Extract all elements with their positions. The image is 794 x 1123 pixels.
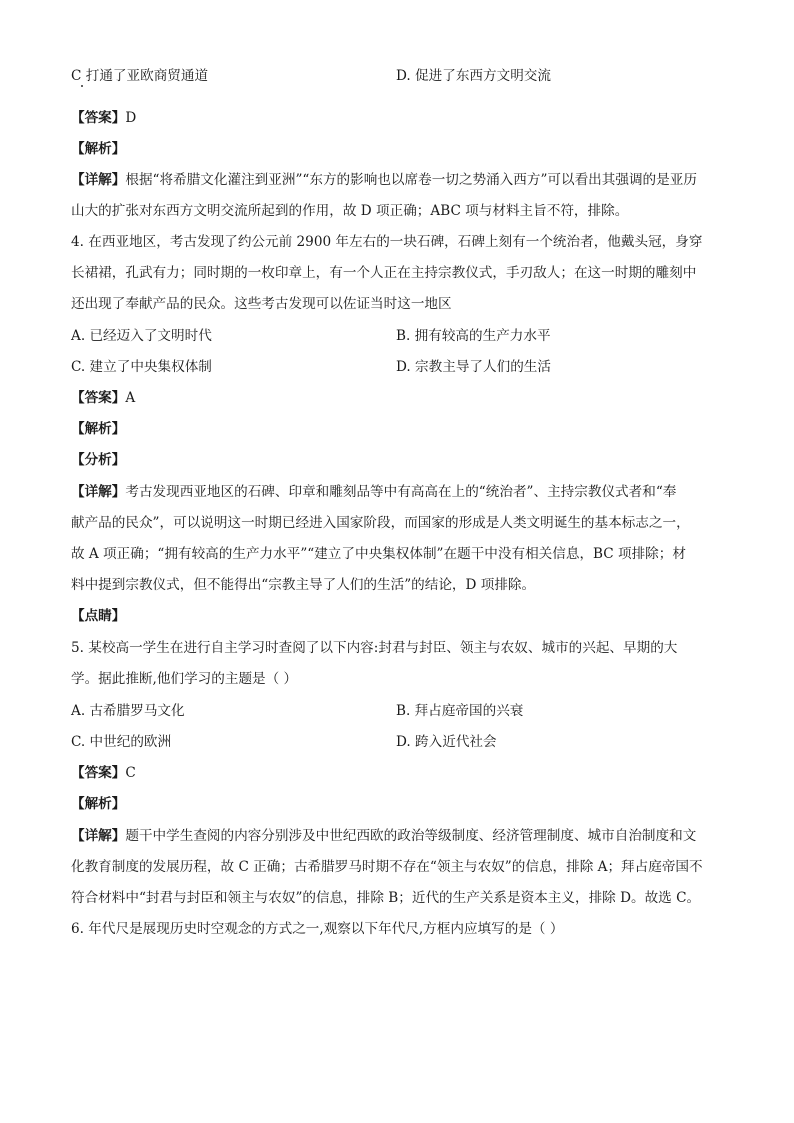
q3-answer bbox=[71, 108, 136, 128]
q3-analysis-heading bbox=[71, 139, 125, 159]
detail-tag: 【详解】 bbox=[71, 828, 126, 844]
q5-stem-line-1: 5. 某校高一学生在进行自主学习时查阅了以下内容:封君与封臣、领主与农奴、城市的兴起、早期的大 bbox=[71, 640, 678, 656]
q5-option-c: C. 中世纪的欧洲 bbox=[71, 734, 172, 750]
answer-value: A bbox=[125, 390, 136, 406]
detail-text: 题干中学生查阅的内容分别涉及中世纪西欧的政治等级制度、经济管理制度、城市自治制度和文 bbox=[125, 828, 697, 844]
q4-comment-heading bbox=[71, 606, 125, 626]
analyze-tag: 【分析】 bbox=[71, 452, 126, 468]
q4-answer bbox=[71, 388, 135, 408]
answer-tag: 【答案】 bbox=[71, 765, 126, 781]
q5-stem-line-2: 学。据此推断,他们学习的主题是（ ） bbox=[71, 671, 298, 687]
q5-analysis-heading bbox=[71, 794, 125, 814]
q5-detail-line-2: 化教育制度的发展历程，故 C 正确；古希腊罗马时期不存在“领主与农奴”的信息，排除 A；拜占庭帝国不 bbox=[71, 859, 703, 875]
q5-option-a: A. 古希腊罗马文化 bbox=[71, 703, 185, 719]
q4-option-d: D. 宗教主导了人们的生活 bbox=[396, 359, 551, 375]
detail-text: 根据“将希腊文化灌注到亚洲”“东方的影响也以席卷一切之势涌入西方”可以看出其强调的是亚历 bbox=[125, 172, 697, 188]
detail-text: 考古发现西亚地区的石碑、印章和雕刻品等中有高高在上的“统治者”、主持宗教仪式者和“奉 bbox=[125, 484, 677, 500]
q4-analyze-heading bbox=[71, 450, 125, 470]
q4-option-c: C. 建立了中央集权体制 bbox=[71, 359, 212, 375]
answer-value: C bbox=[125, 765, 136, 781]
q5-option-d: D. 跨入近代社会 bbox=[396, 734, 497, 750]
answer-tag: 【答案】 bbox=[71, 110, 126, 126]
answer-tag: 【答案】 bbox=[71, 390, 126, 406]
q4-detail-line-1 bbox=[71, 482, 676, 502]
q5-detail-line-3: 符合材料中“封君与封臣和领主与农奴”的信息，排除 B；近代的生产关系是资本主义，排除 D。故选 C。 bbox=[71, 890, 701, 906]
answer-value: D bbox=[125, 110, 137, 126]
q5-detail-line-1 bbox=[71, 826, 696, 846]
q4-detail-line-2: 献产品的民众”，可以说明这一时期已经进入国家阶段，而国家的形成是人类文明诞生的基本标志之一， bbox=[71, 515, 690, 531]
q4-detail-line-4: 料中提到宗教仪式，但不能得出“宗教主导了人们的生活”的结论，D 项排除。 bbox=[71, 577, 536, 593]
q4-analysis-heading bbox=[71, 419, 125, 439]
stray-dot bbox=[81, 85, 83, 87]
q3-detail-line-2: 山大的扩张对东西方文明交流所起到的作用，故 D 项正确；ABC 项与材料主旨不符，排除。 bbox=[71, 203, 629, 219]
analysis-tag: 【解析】 bbox=[71, 421, 126, 437]
detail-tag: 【详解】 bbox=[71, 484, 126, 500]
q5-option-b: B. 拜占庭帝国的兴衰 bbox=[396, 703, 524, 719]
q4-option-a: A. 已经迈入了文明时代 bbox=[71, 328, 212, 344]
q4-option-b: B. 拥有较高的生产力水平 bbox=[396, 328, 551, 344]
q4-stem-line-1: 4. 在西亚地区，考古发现了约公元前 2900 年左右的一块石碑，石碑上刻有一个统治者，他戴头冠，身穿 bbox=[71, 234, 703, 250]
detail-tag: 【详解】 bbox=[71, 172, 126, 188]
comment-tag: 【点睛】 bbox=[71, 608, 126, 624]
q5-answer bbox=[71, 763, 136, 783]
analysis-tag: 【解析】 bbox=[71, 796, 126, 812]
q4-stem-line-2: 长裙裙，孔武有力；同时期的一枚印章上，有一个人正在主持宗教仪式，手刃敌人；在这一时期的雕刻中 bbox=[71, 265, 697, 281]
q4-stem-line-3: 还出现了奉献产品的民众。这些考古发现可以佐证当时这一地区 bbox=[71, 296, 452, 312]
q3-option-d: D. 促进了东西方文明交流 bbox=[396, 68, 551, 84]
q6-stem: 6. 年代尺是展现历史时空观念的方式之一,观察以下年代尺,方框内应填写的是（ ） bbox=[71, 921, 564, 937]
q3-option-c: C 打通了亚欧商贸通道 bbox=[71, 68, 209, 84]
analysis-tag: 【解析】 bbox=[71, 141, 126, 157]
q3-detail-line-1 bbox=[71, 170, 697, 190]
q4-detail-line-3: 故 A 项正确；“拥有较高的生产力水平”“建立了中央集权体制”在题干中没有相关信息，BC 项排除；材 bbox=[71, 546, 686, 562]
